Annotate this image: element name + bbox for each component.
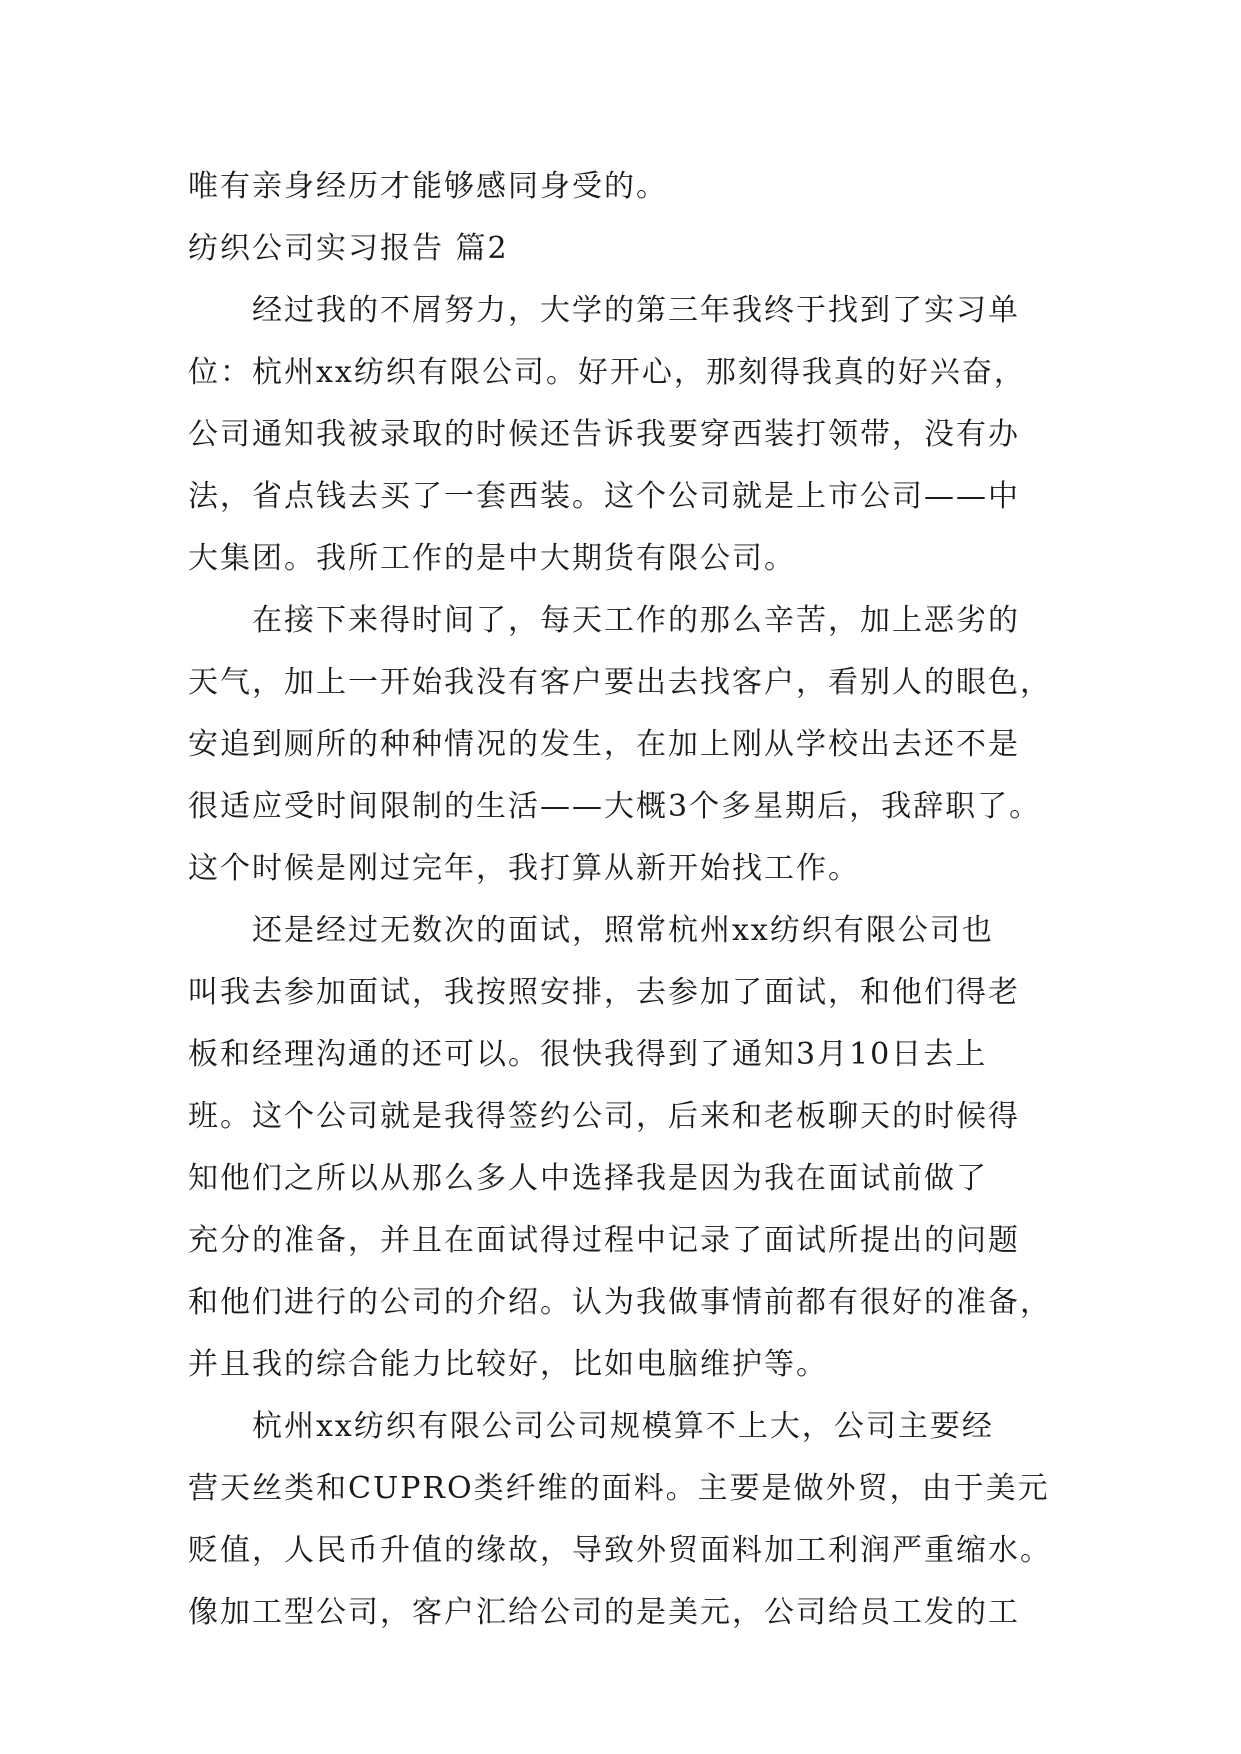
paragraph-line: 法，省点钱去买了一套西装。这个公司就是上市公司——中: [188, 479, 1020, 514]
document-body: [188, 156, 1056, 1644]
paragraph-line: 在接下来得时间了，每天工作的那么辛苦，加上恶劣的: [252, 603, 1020, 638]
section-title: 纺织公司实习报告 篇2: [188, 231, 509, 266]
opening-line: 唯有亲身经历才能够感同身受的。: [188, 169, 668, 204]
paragraph-line: 营天丝类和CUPRO类纤维的面料。主要是做外贸，由于美元: [188, 1471, 1050, 1506]
paragraph-line: 经过我的不屑努力，大学的第三年我终于找到了实习单: [252, 293, 1020, 328]
paragraph-4: [188, 1396, 1056, 1644]
paragraph-line: 和他们进行的公司的介绍。认为我做事情前都有很好的准备，: [188, 1285, 1052, 1320]
paragraph-line: 这个时候是刚过完年，我打算从新开始找工作。: [188, 851, 860, 886]
paragraph-line: 很适应受时间限制的生活——大概3个多星期后，我辞职了。: [188, 789, 1042, 824]
paragraph-line: 板和经理沟通的还可以。很快我得到了通知3月10日去上: [188, 1037, 988, 1072]
paragraph-line: 还是经过无数次的面试，照常杭州xx纺织有限公司也: [252, 913, 994, 948]
paragraph-line: 杭州xx纺织有限公司公司规模算不上大，公司主要经: [252, 1409, 994, 1444]
paragraph-1: [188, 280, 1056, 590]
paragraph-line: 知他们之所以从那么多人中选择我是因为我在面试前做了: [188, 1161, 988, 1196]
paragraph-line: 充分的准备，并且在面试得过程中记录了面试所提出的问题: [188, 1223, 1020, 1258]
paragraph-line: 班。这个公司就是我得签约公司，后来和老板聊天的时候得: [188, 1099, 1020, 1134]
paragraph-line: 位：杭州xx纺织有限公司。好开心，那刻得我真的好兴奋，: [188, 355, 1026, 390]
paragraph-line: 大集团。我所工作的是中大期货有限公司。: [188, 541, 796, 576]
paragraph-line: 像加工型公司，客户汇给公司的是美元，公司给员工发的工: [188, 1595, 1020, 1630]
paragraph-line: 叫我去参加面试，我按照安排，去参加了面试，和他们得老: [188, 975, 1020, 1010]
paragraph-line: 安追到厕所的种种情况的发生，在加上刚从学校出去还不是: [188, 727, 1020, 762]
paragraph-2: [188, 590, 1056, 900]
paragraph-line: 贬值，人民币升值的缘故，导致外贸面料加工利润严重缩水。: [188, 1533, 1052, 1568]
paragraph-line: 并且我的综合能力比较好，比如电脑维护等。: [188, 1347, 828, 1382]
paragraph-3: [188, 900, 1056, 1396]
paragraph-line: 公司通知我被录取的时候还告诉我要穿西装打领带，没有办: [188, 417, 1020, 452]
paragraph-line: 天气，加上一开始我没有客户要出去找客户，看别人的眼色，: [188, 665, 1052, 700]
